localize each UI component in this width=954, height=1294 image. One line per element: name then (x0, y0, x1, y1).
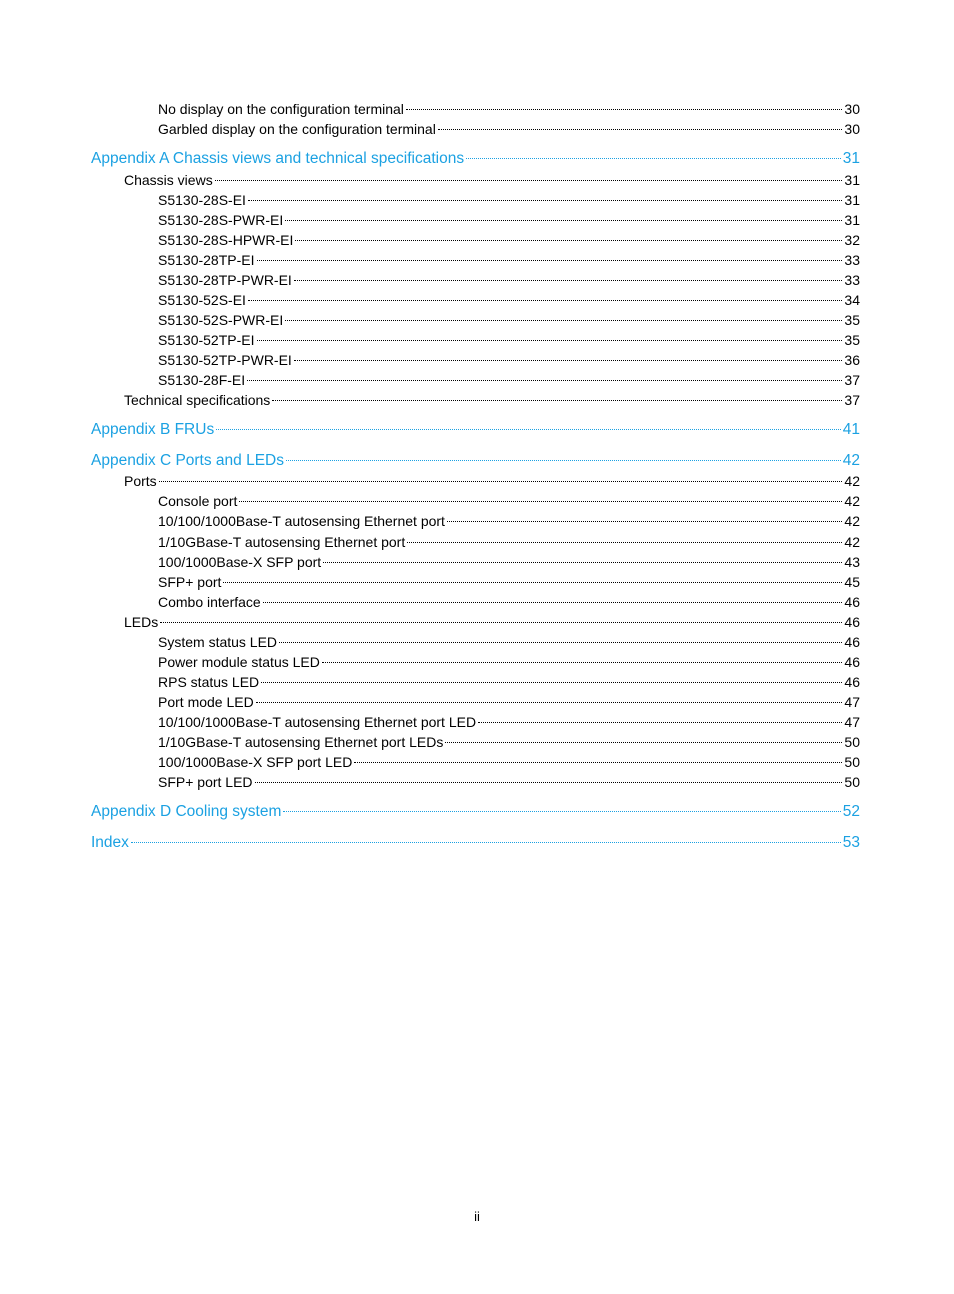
page-number: ii (474, 1209, 480, 1224)
toc-entry-title: 100/1000Base-X SFP port LED (158, 754, 353, 770)
dot-leader (239, 501, 842, 502)
dot-leader (322, 662, 843, 663)
toc-entry-page: 37 (844, 372, 860, 388)
toc-entry-title: Chassis views (124, 172, 213, 188)
dot-leader (159, 481, 843, 482)
toc-entry-page: 30 (844, 121, 860, 137)
dot-leader (272, 400, 842, 401)
dot-leader (445, 742, 842, 743)
toc-entry-page: 52 (842, 803, 860, 820)
toc-entry-title: SFP+ port LED (158, 774, 253, 790)
toc-entry[interactable] (124, 392, 860, 408)
toc-entry[interactable] (158, 694, 860, 710)
toc-entry[interactable] (158, 232, 860, 248)
toc-entry-page: 34 (844, 292, 860, 308)
toc-entry[interactable] (158, 332, 860, 348)
dot-leader (407, 542, 842, 543)
toc-entry-title: 1/10GBase-T autosensing Ethernet port (158, 534, 406, 550)
toc-entry-title: SFP+ port (158, 574, 222, 590)
toc-entry-title: RPS status LED (158, 674, 260, 690)
dot-leader (131, 842, 841, 843)
toc-entry-title: System status LED (158, 634, 278, 650)
toc-entry-title: Ports (124, 473, 157, 489)
toc-entry-title: 10/100/1000Base-T autosensing Ethernet port LED (158, 714, 477, 730)
dot-leader (247, 380, 842, 381)
toc-entry-page: 42 (844, 513, 860, 529)
toc-entry-title: S5130-52S-EI (158, 292, 246, 308)
toc-entry-title: S5130-52TP-EI (158, 332, 255, 348)
toc-entry[interactable] (158, 674, 860, 690)
toc-entry-title: S5130-28S-EI (158, 192, 246, 208)
dot-leader (279, 642, 842, 643)
toc-entry-page: 46 (844, 674, 860, 690)
toc-entry-page: 46 (844, 654, 860, 670)
dot-leader (466, 158, 841, 159)
dot-leader (478, 722, 842, 723)
dot-leader (263, 602, 843, 603)
dot-leader (215, 180, 843, 181)
toc-entry-page: 53 (842, 834, 860, 851)
dot-leader (285, 320, 842, 321)
toc-entry[interactable] (158, 554, 860, 570)
toc-entry-title: Technical specifications (124, 392, 271, 408)
toc-entry-title: 1/10GBase-T autosensing Ethernet port LEDs (158, 734, 444, 750)
dot-leader (160, 622, 842, 623)
toc-entry-title: S5130-28S-PWR-EI (158, 212, 284, 228)
dot-leader (257, 340, 843, 341)
toc-entry-title: LEDs (124, 614, 159, 630)
toc-entry-page: 46 (844, 594, 860, 610)
toc-entry-title: Power module status LED (158, 654, 320, 670)
toc-entry-page: 42 (844, 493, 860, 509)
dot-leader (294, 280, 843, 281)
toc-entry-title: Appendix B FRUs (91, 421, 215, 438)
toc-entry[interactable] (158, 121, 860, 137)
dot-leader (285, 220, 842, 221)
toc-entry-title: Console port (158, 493, 238, 509)
toc-entry[interactable] (158, 634, 860, 650)
dot-leader (354, 762, 842, 763)
toc-entry-page: 46 (844, 634, 860, 650)
toc-entry-page: 47 (844, 694, 860, 710)
dot-leader (438, 129, 843, 130)
toc-entry-title: Appendix A Chassis views and technical specifications (91, 150, 465, 167)
toc-entry-title: S5130-52TP-PWR-EI (158, 352, 292, 368)
toc-entry[interactable] (158, 534, 860, 550)
dot-leader (257, 260, 843, 261)
toc-entry-page: 35 (844, 312, 860, 328)
toc-entry-page: 31 (844, 192, 860, 208)
toc-entry[interactable] (124, 473, 860, 489)
toc-entry[interactable] (158, 352, 860, 368)
toc-entry[interactable] (158, 252, 860, 268)
toc-entry-page: 50 (844, 734, 860, 750)
toc-entry[interactable] (158, 212, 860, 228)
toc-entry-page: 33 (844, 272, 860, 288)
toc-entry-title: S5130-52S-PWR-EI (158, 312, 284, 328)
toc-entry-page: 50 (844, 754, 860, 770)
toc-appendix-d-link[interactable] (91, 803, 860, 821)
toc-entry-page: 31 (842, 150, 860, 167)
toc-entry-page: 36 (844, 352, 860, 368)
toc-entry-page: 30 (844, 101, 860, 117)
toc-entry[interactable] (158, 754, 860, 770)
toc-entry-page: 33 (844, 252, 860, 268)
toc-entry-page: 37 (844, 392, 860, 408)
toc-entry[interactable] (158, 734, 860, 750)
toc-entry-title: S5130-28TP-EI (158, 252, 255, 268)
dot-leader (255, 782, 843, 783)
toc-entry[interactable] (158, 493, 860, 509)
dot-leader (294, 360, 843, 361)
toc-entry-page: 42 (842, 452, 860, 469)
toc-entry[interactable] (158, 312, 860, 328)
dot-leader (323, 562, 842, 563)
toc-entry-title: Appendix C Ports and LEDs (91, 452, 284, 469)
dot-leader (216, 429, 841, 430)
dot-leader (295, 240, 842, 241)
toc-entry[interactable] (158, 272, 860, 288)
toc-entry-page: 42 (844, 534, 860, 550)
toc-entry-page: 47 (844, 714, 860, 730)
toc-entry-page: 50 (844, 774, 860, 790)
toc-entry[interactable] (158, 714, 860, 730)
toc-entry[interactable] (158, 292, 860, 308)
toc-entry-title: Combo interface (158, 594, 261, 610)
dot-leader (286, 460, 841, 461)
toc-entry-title: S5130-28TP-PWR-EI (158, 272, 292, 288)
dot-leader (406, 109, 843, 110)
toc-entry[interactable] (158, 654, 860, 670)
toc-entry-page: 31 (844, 172, 860, 188)
toc-appendix-b-link[interactable] (91, 421, 860, 439)
toc-index-link[interactable] (91, 834, 860, 852)
toc-entry[interactable] (124, 172, 860, 188)
toc-entry-page: 31 (844, 212, 860, 228)
toc-entry[interactable] (158, 372, 860, 388)
toc-entry-title: Port mode LED (158, 694, 254, 710)
toc-entry-title: 10/100/1000Base-T autosensing Ethernet port (158, 513, 445, 529)
dot-leader (248, 200, 842, 201)
toc-entry[interactable] (124, 614, 860, 630)
toc-entry-page: 42 (844, 473, 860, 489)
toc-entry-title: Garbled display on the configuration terminal (158, 121, 436, 137)
toc-entry-title: Index (91, 834, 129, 851)
toc-entry[interactable] (158, 574, 860, 590)
dot-leader (223, 582, 842, 583)
toc-entry-title: S5130-28S-HPWR-EI (158, 232, 294, 248)
toc-entry[interactable] (158, 192, 860, 208)
toc-appendix-a-link[interactable] (91, 150, 860, 168)
toc-entry[interactable] (158, 513, 860, 529)
toc-entry-page: 45 (844, 574, 860, 590)
toc-appendix-c-link[interactable] (91, 452, 860, 470)
toc-entry-page: 43 (844, 554, 860, 570)
toc-entry-page: 46 (844, 614, 860, 630)
dot-leader (248, 300, 842, 301)
toc-entry-page: 41 (842, 421, 860, 438)
toc-entry[interactable] (158, 594, 860, 610)
toc-entry-title: Appendix D Cooling system (91, 803, 282, 820)
toc-entry-page: 35 (844, 332, 860, 348)
dot-leader (283, 811, 840, 812)
dot-leader (447, 521, 842, 522)
toc-entry[interactable] (158, 101, 860, 117)
toc-entry-title: 100/1000Base-X SFP port (158, 554, 322, 570)
toc-entry-title: No display on the configuration terminal (158, 101, 404, 117)
toc-entry[interactable] (158, 774, 860, 790)
toc-entry-page: 32 (844, 232, 860, 248)
dot-leader (261, 682, 842, 683)
toc-entry-title: S5130-28F-EI (158, 372, 246, 388)
dot-leader (256, 702, 843, 703)
